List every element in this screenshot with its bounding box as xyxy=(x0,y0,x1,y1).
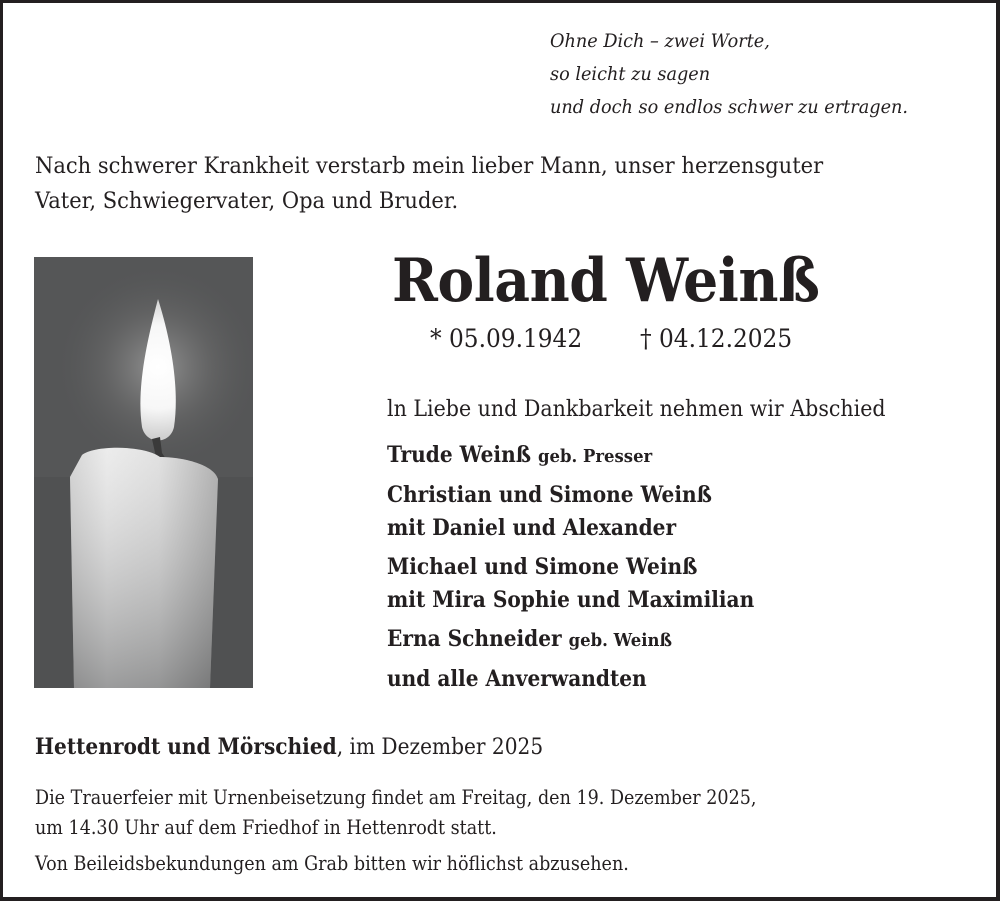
candle-photo xyxy=(34,257,253,688)
mourner-nee: geb. Weinß xyxy=(568,630,673,651)
death-date: † 04.12.2025 xyxy=(640,324,793,353)
mourner-children: mit Daniel und Alexander xyxy=(387,515,677,541)
service-info xyxy=(35,783,757,843)
mourners-list xyxy=(387,439,788,696)
candle-icon xyxy=(34,257,253,688)
mourner xyxy=(387,479,754,545)
mourner xyxy=(387,551,754,617)
mourner xyxy=(387,623,754,657)
farewell-line: ln Liebe und Dankbarkeit nehmen wir Abschied xyxy=(387,397,886,422)
poem-line: Ohne Dich – zwei Worte, xyxy=(550,30,770,52)
intro-line: Nach schwerer Krankheit verstarb mein lieber Mann, unser herzensguter xyxy=(35,154,824,179)
birth-date: * 05.09.1942 xyxy=(430,324,583,353)
mourner-name: Erna Schneider xyxy=(387,626,562,652)
service-line: um 14.30 Uhr auf dem Friedhof in Hettenrodt statt. xyxy=(35,816,497,839)
mourner-children: mit Mira Sophie und Maximilian xyxy=(387,587,755,613)
place-month: , im Dezember 2025 xyxy=(336,735,544,760)
intro-line: Vater, Schwiegervater, Opa und Bruder. xyxy=(35,189,459,214)
mourner xyxy=(387,663,754,696)
poem-line: und doch so endlos schwer zu ertragen. xyxy=(550,96,909,118)
mourner xyxy=(387,439,754,473)
deceased-name: Roland Weinß xyxy=(392,246,820,316)
mourner-name: Christian und Simone Weinß xyxy=(387,482,712,508)
mourner-name: Michael und Simone Weinß xyxy=(387,554,698,580)
mourner-name: Trude Weinß xyxy=(387,442,531,468)
condolence-notice: Von Beileidsbekundungen am Grab bitten wir höflichst abzusehen. xyxy=(35,852,629,875)
mourner-nee: geb. Presser xyxy=(538,446,653,467)
place-locations: Hettenrodt und Mörschied xyxy=(35,734,337,760)
service-line: Die Trauerfeier mit Urnenbeisetzung findet am Freitag, den 19. Dezember 2025, xyxy=(35,786,757,809)
intro-text xyxy=(35,149,823,219)
poem-line: so leicht zu sagen xyxy=(550,63,711,85)
place-date xyxy=(35,730,543,765)
mourner-name: und alle Anverwandten xyxy=(387,666,647,692)
poem xyxy=(550,25,908,124)
